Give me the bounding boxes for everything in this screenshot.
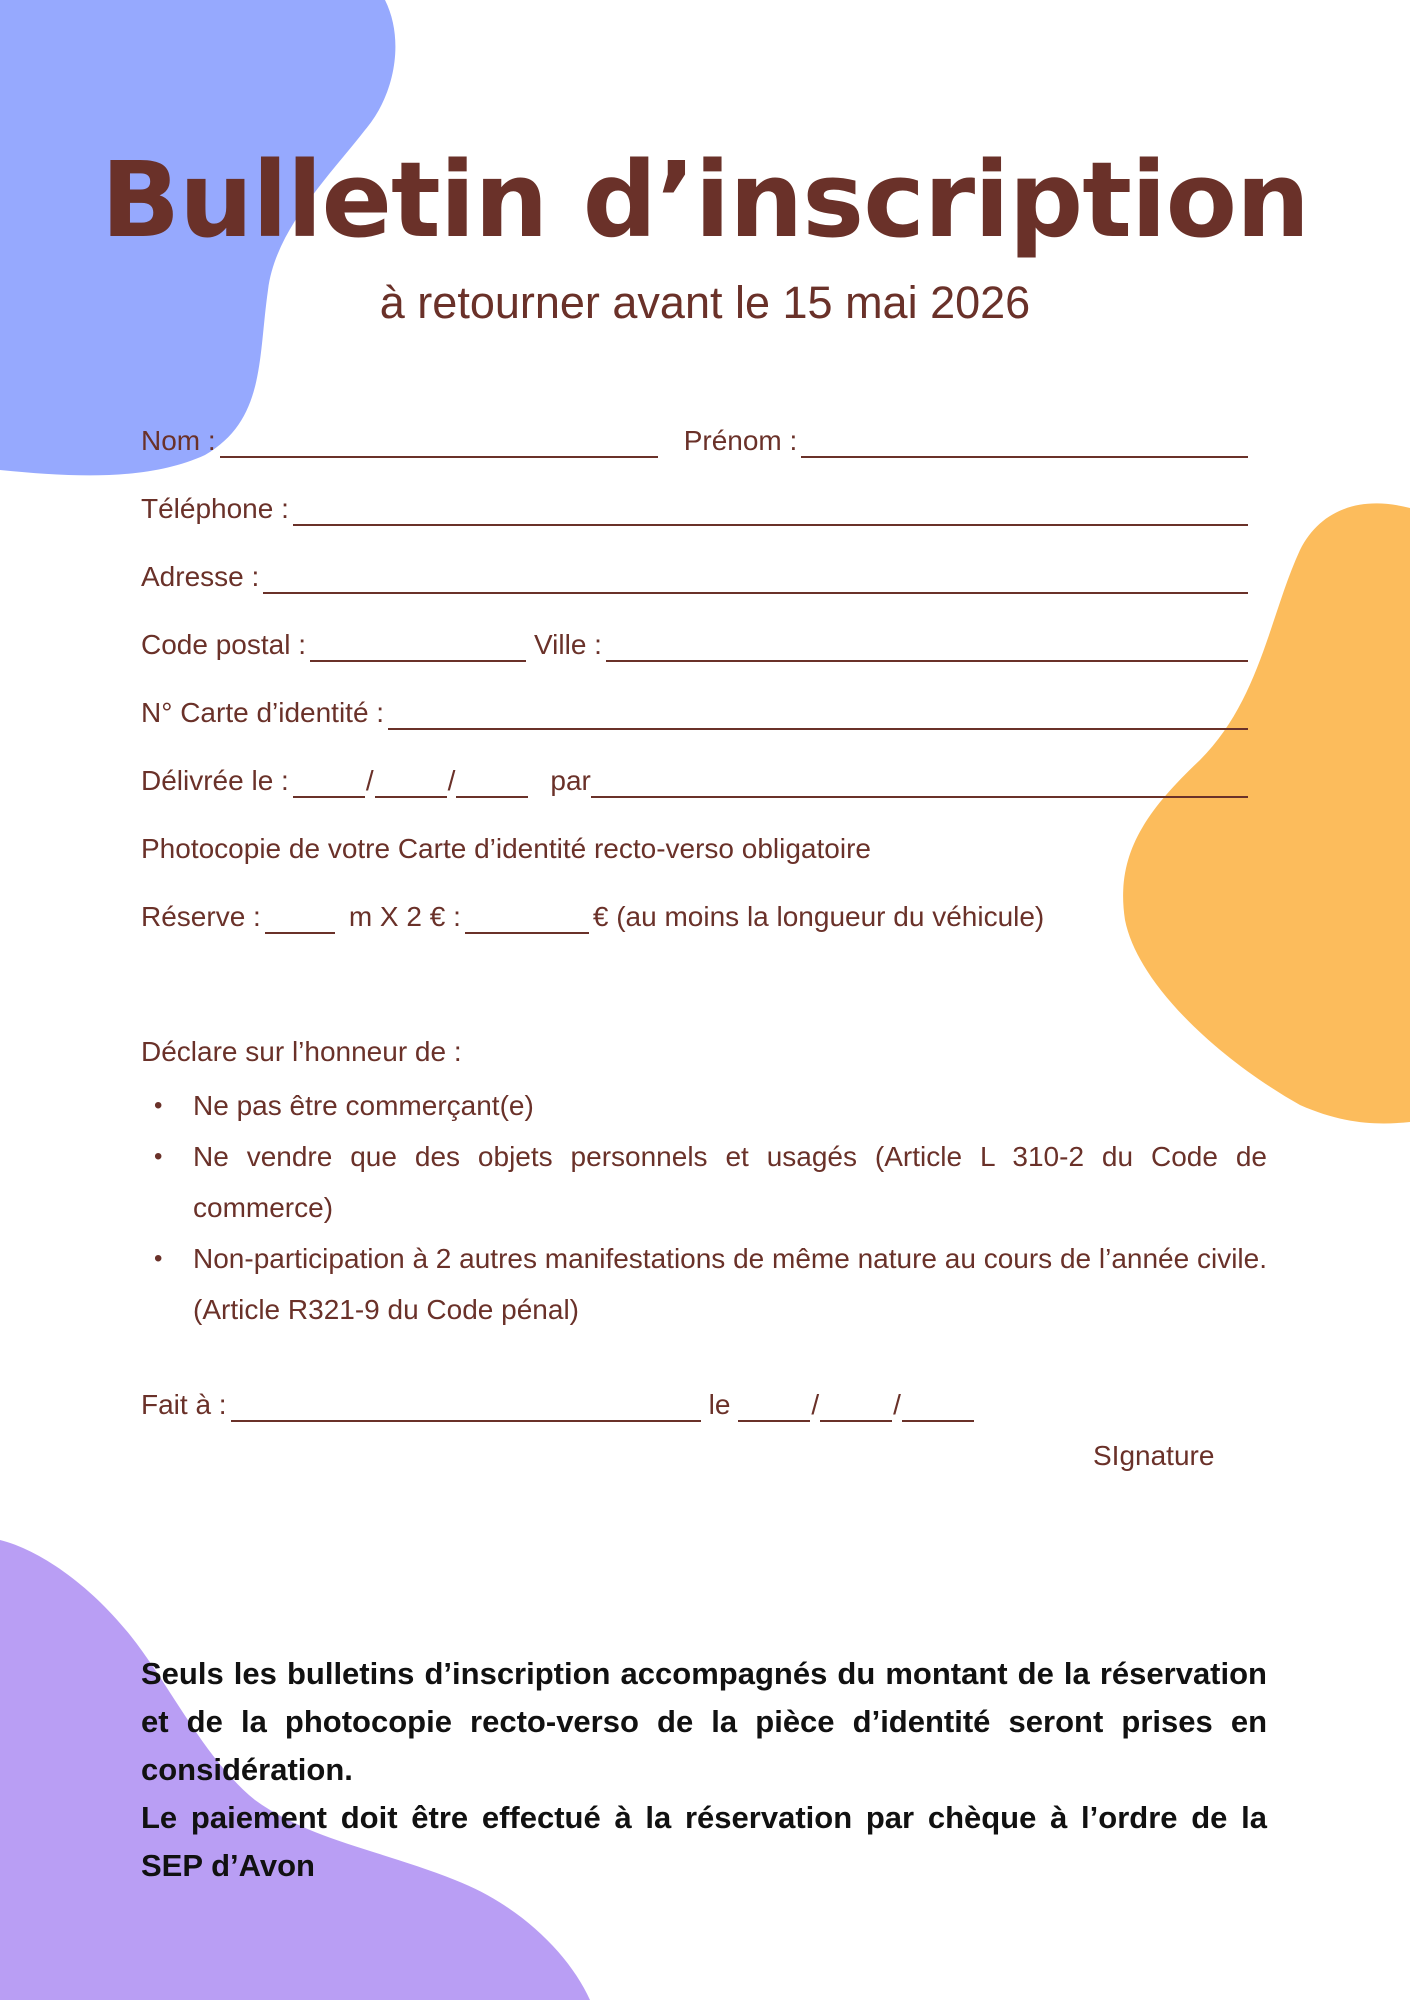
list-item: • Ne pas être commerçant(e) xyxy=(141,1080,1267,1131)
ville-label: Ville : xyxy=(534,629,602,660)
list-item: • Non-participation à 2 autres manifestations de même nature au cours de l’année civile. (Article R321-9 du Code pénal) xyxy=(141,1233,1267,1335)
fait-row: Fait à : le / / xyxy=(141,1388,1252,1422)
declaration-heading: Déclare sur l’honneur de : xyxy=(141,1036,462,1067)
orange-blob xyxy=(1123,503,1410,1123)
adresse-field[interactable] xyxy=(263,564,1248,594)
ville-field[interactable] xyxy=(606,632,1248,662)
reserve-amount-field[interactable] xyxy=(465,904,589,934)
reserve-label: Réserve : xyxy=(141,901,261,932)
reserve-mid-label: m X 2 € : xyxy=(348,901,461,932)
carte-row xyxy=(141,696,1252,730)
telephone-field[interactable] xyxy=(293,496,1248,526)
code-postal-field[interactable] xyxy=(310,632,526,662)
code-postal-label: Code postal : xyxy=(141,629,306,660)
declaration-list xyxy=(141,1080,1267,1335)
fait-field[interactable] xyxy=(231,1392,701,1422)
photocopie-text: Photocopie de votre Carte d’identité recto-verso obligatoire xyxy=(141,833,871,864)
delivree-day-field[interactable] xyxy=(293,768,365,798)
telephone-label: Téléphone : xyxy=(141,493,289,524)
date-month-field[interactable] xyxy=(820,1392,892,1422)
postal-row xyxy=(141,628,1252,662)
delivree-year-field[interactable] xyxy=(456,768,528,798)
par-label: par xyxy=(550,765,591,796)
list-item: • Ne vendre que des objets personnels et usagés (Article L 310-2 du Code de commerce) xyxy=(141,1131,1267,1233)
delivree-row: Délivrée le : / / par xyxy=(141,764,1252,798)
le-label: le xyxy=(708,1389,731,1420)
delivree-month-field[interactable] xyxy=(375,768,447,798)
prenom-label: Prénom : xyxy=(683,425,798,456)
telephone-row xyxy=(141,492,1252,526)
reserve-row xyxy=(141,900,1252,934)
reserve-length-field[interactable] xyxy=(265,904,335,934)
par-field[interactable] xyxy=(591,768,1248,798)
reserve-end-label: € (au moins la longueur du véhicule) xyxy=(592,901,1045,932)
important-note xyxy=(141,1650,1267,1890)
note-paragraph-2: Le paiement doit être effectué à la réservation par chèque à l’ordre de la SEP d’Avon xyxy=(141,1800,1267,1883)
adresse-label: Adresse : xyxy=(141,561,260,592)
photocopie-row xyxy=(141,832,1252,866)
prenom-field[interactable] xyxy=(801,428,1248,458)
note-paragraph-1: Seuls les bulletins d’inscription accompagnés du montant de la réservation et de la photocopie recto-verso de la pièce d’identité seront prises en considération. xyxy=(141,1656,1267,1787)
signature-label: SIgnature xyxy=(1093,1440,1215,1471)
fait-label: Fait à : xyxy=(141,1389,227,1420)
name-row xyxy=(141,424,1252,458)
delivree-label: Délivrée le : xyxy=(141,765,289,796)
carte-field[interactable] xyxy=(388,700,1248,730)
adresse-row xyxy=(141,560,1252,594)
nom-label: Nom : xyxy=(141,425,216,456)
date-day-field[interactable] xyxy=(738,1392,810,1422)
deadline-subtitle: à retourner avant le 15 mai 2026 xyxy=(379,277,1031,328)
date-year-field[interactable] xyxy=(902,1392,974,1422)
nom-field[interactable] xyxy=(220,428,658,458)
carte-label: N° Carte d’identité : xyxy=(141,697,385,728)
page-title: Bulletin d’inscription xyxy=(100,139,1310,261)
